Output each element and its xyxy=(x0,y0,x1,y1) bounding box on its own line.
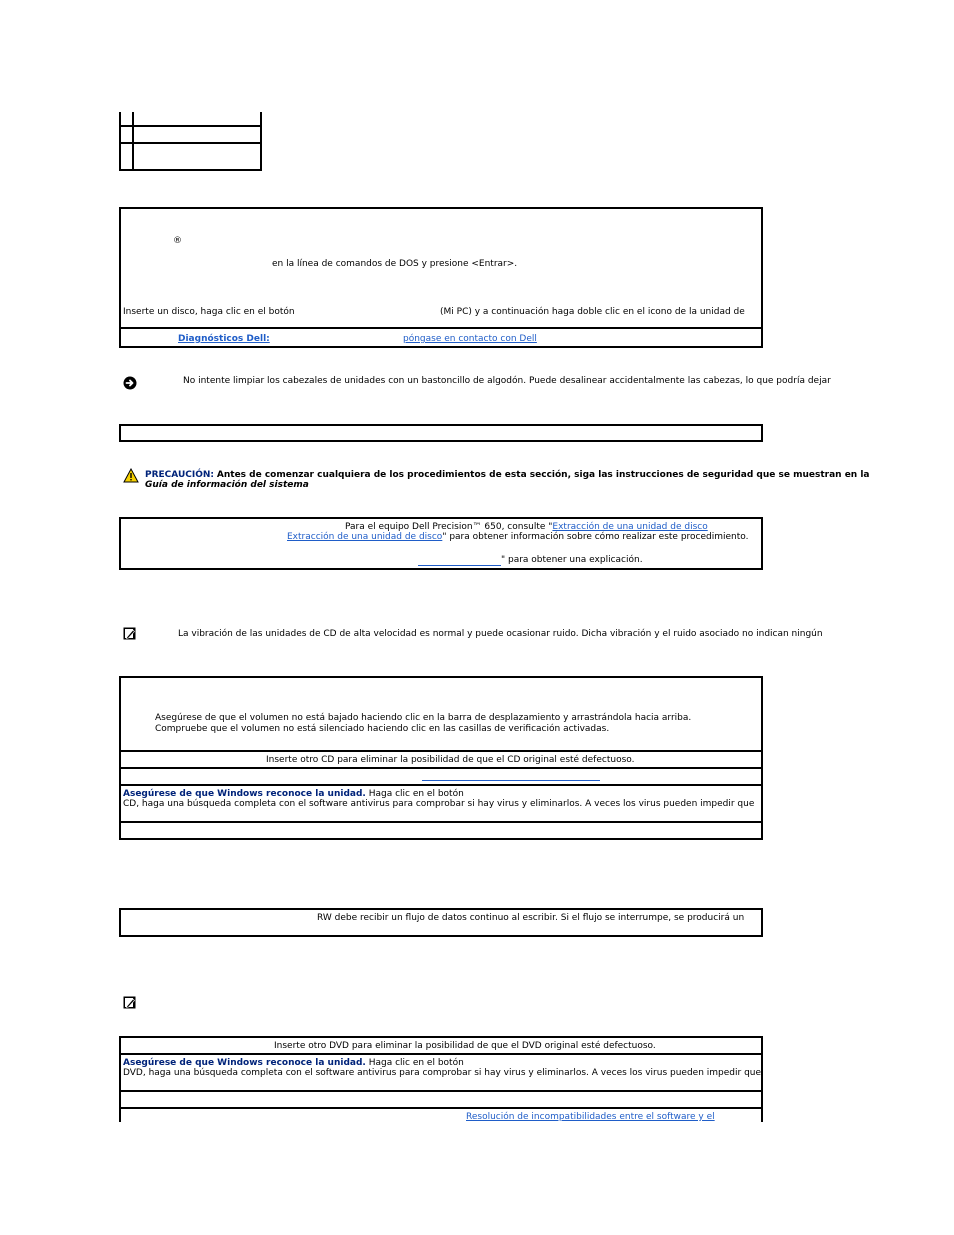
table-row-divider xyxy=(119,784,763,786)
table-row-divider xyxy=(119,327,763,329)
windows-recognizes-label: Asegúrese de que Windows reconoce la unidad. xyxy=(123,1058,366,1068)
more-info-text: " para obtener información sobre cómo realizar este procedimiento. xyxy=(442,532,749,542)
volume-up-text: Asegúrese de que el volumen no está bajado haciendo clic en la barra de desplazamiento y arrastrándola hacia arriba. xyxy=(155,713,692,723)
notice-icon xyxy=(123,376,137,390)
table-row-divider xyxy=(119,142,262,144)
explanation-text: " para obtener una explicación. xyxy=(501,555,643,565)
table-row-divider xyxy=(119,1053,763,1055)
vibration-note-text: La vibración de las unidades de CD de alta velocidad es normal y puede ocasionar ruido. Dicha vibración y el ruido asociado no indican ningún xyxy=(178,629,823,639)
insert-cd-text: Inserte otro CD para eliminar la posibilidad de que el CD original esté defectuoso. xyxy=(266,755,635,765)
click-button-text: Haga clic en el botón xyxy=(368,1058,464,1068)
extraction-line xyxy=(287,532,749,543)
note-pencil-icon xyxy=(123,627,136,640)
caution-text: Antes de comenzar cualquiera de los procedimientos de esta sección, siga las instrucciones de seguridad que se muestran en la xyxy=(216,470,870,480)
incompatibility-link[interactable]: Resolución de incompatibilidades entre el software y el xyxy=(466,1112,715,1122)
warning-triangle-icon xyxy=(123,468,139,483)
table-border-bottom xyxy=(119,169,262,171)
contact-dell-link[interactable]: póngase en contacto con Dell xyxy=(403,334,537,344)
note-pencil-icon xyxy=(123,996,136,1009)
windows-recognizes-label: Asegúrese de que Windows reconoce la unidad. xyxy=(123,789,366,799)
click-button-text: Haga clic en el botón xyxy=(368,789,464,799)
volume-mute-text: Compruebe que el volumen no está silenciado haciendo clic en las casillas de verificación activadas. xyxy=(155,724,610,734)
table-border-left xyxy=(119,1036,121,1122)
dos-instruction: en la línea de comandos de DOS y presione <Entrar>. xyxy=(272,259,518,269)
dvd-virus-scan-text: DVD, haga una búsqueda completa con el software antivirus para comprobar si hay virus y eliminarlos. A veces los virus pueden impedir que xyxy=(123,1068,762,1078)
insert-dvd-text: Inserte otro DVD para eliminar la posibilidad de que el DVD original esté defectuoso. xyxy=(274,1041,656,1051)
precision-text: Para el equipo Dell Precision™ 650, consulte " xyxy=(345,522,553,532)
table-row-divider xyxy=(119,1090,763,1092)
table-row-divider xyxy=(119,125,262,127)
table-row-divider xyxy=(119,821,763,823)
extraction-link[interactable]: Extracción de una unidad de disco xyxy=(552,522,708,532)
table-row-divider xyxy=(119,1107,763,1109)
table-border-top xyxy=(119,1036,763,1038)
caution-label: PRECAUCIÓN: xyxy=(145,470,215,480)
diagnostics-link[interactable]: Diagnósticos Dell: xyxy=(178,334,270,344)
virus-scan-text: CD, haga una búsqueda completa con el software antivirus para comprobar si hay virus y eliminarlos. A veces los virus pueden impedir que xyxy=(123,799,755,809)
notice-text: No intente limpiar los cabezales de unidades con un bastoncillo de algodón. Puede desalinear accidentalmente las cabezas, lo que podría dejar xyxy=(183,376,831,386)
link-underline[interactable] xyxy=(418,565,501,566)
table-border-right xyxy=(761,1036,763,1122)
table-row-divider xyxy=(119,750,763,752)
link-underline[interactable] xyxy=(422,780,600,781)
insert-disk-text: Inserte un disco, haga clic en el botón xyxy=(123,307,295,317)
rw-text: RW debe recibir un flujo de datos continuo al escribir. Si el flujo se interrumpe, se producirá un xyxy=(317,913,745,923)
mi-pc-text: (Mi PC) y a continuación haga doble clic en el icono de la unidad de xyxy=(440,307,745,317)
guide-title: Guía de información del sistema xyxy=(145,480,309,490)
table-row-divider xyxy=(119,767,763,769)
extraction-link[interactable]: Extracción de una unidad de disco xyxy=(287,532,443,542)
empty-table xyxy=(119,424,763,442)
registered-mark: ® xyxy=(173,236,182,246)
